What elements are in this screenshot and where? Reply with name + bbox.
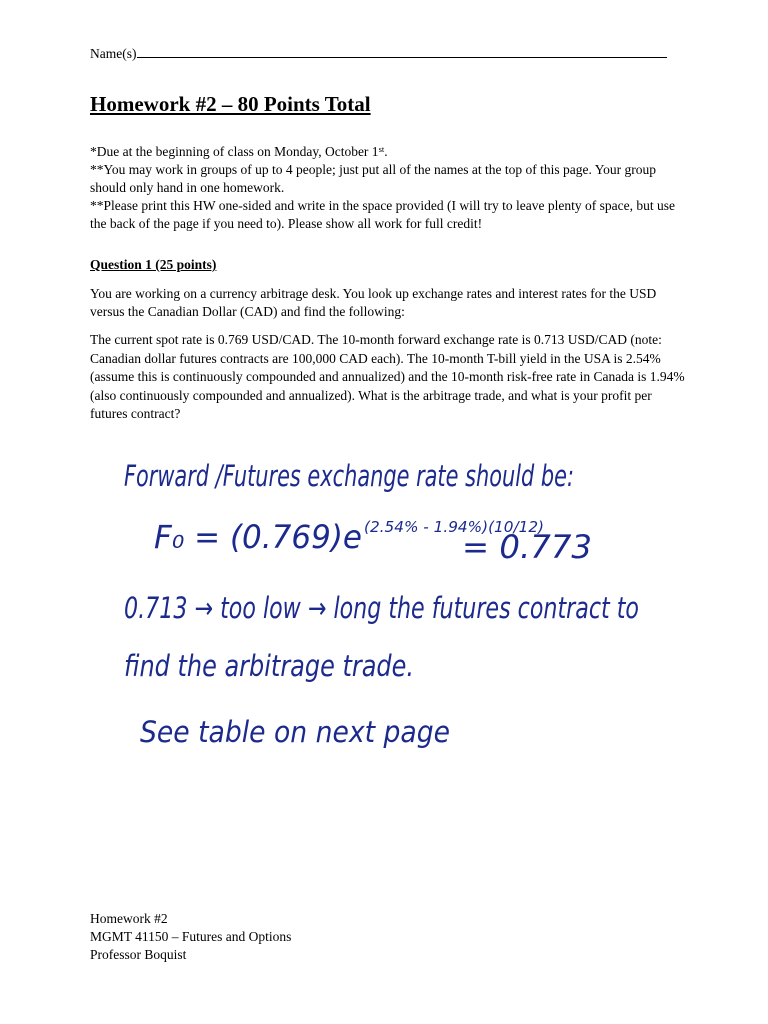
due-text: *Due at the beginning of class on Monday, October 1 <box>90 144 379 159</box>
print-note: **Please print this HW one-sided and write in the space provided (I will try to leave plenty of space, but use the back of the page if you need to). Please show all work for full credit! <box>90 198 675 231</box>
page-title: Homework #2 – 80 Points Total <box>90 92 371 116</box>
handwritten-line-2-lhs: F₀ = (0.769)e <box>154 518 362 556</box>
instructions <box>90 143 690 233</box>
handwritten-exponent: (2.54% - 1.94%)(10/12) <box>364 518 544 536</box>
handwritten-line-3: 0.713 → too low → long the futures contract to <box>124 591 639 625</box>
handwritten-line-4: find the arbitrage trade. <box>124 649 414 683</box>
handwriting-svg <box>82 440 687 785</box>
name-field[interactable] <box>90 46 680 62</box>
footer-line-1: Homework #2 <box>90 911 168 926</box>
due-end: . <box>384 144 388 159</box>
footer-line-2: MGMT 41150 – Futures and Options <box>90 929 292 944</box>
handwritten-line-2-rhs: = 0.773 <box>462 528 592 566</box>
groups-note: **You may work in groups of up to 4 people; just put all of the names at the top of this page. Your group should only hand in one homework. <box>90 162 656 195</box>
name-label: Name(s) <box>90 46 137 61</box>
footer-line-3: Professor Boquist <box>90 947 187 962</box>
handwritten-line-1: Forward /Futures exchange rate should be: <box>124 459 574 493</box>
name-underline <box>137 48 667 58</box>
question-body: The current spot rate is 0.769 USD/CAD. The 10-month forward exchange rate is 0.713 USD/CAD (note: Canadian dollar futures contracts are 100,000 CAD each). The 10-month T-bill yield in the USA is 2.54% (assume this is continuously compounded and annualized) and the 10-month risk-free rate in Canada is 1.94% (also continuously compounded and annualized). What is the arbitrage trade, and what is your profit per futures contract? <box>90 332 685 421</box>
handwritten-answer <box>82 440 687 785</box>
due-superscript: st <box>378 144 385 154</box>
question-intro: You are working on a currency arbitrage desk. You look up exchange rates and interest rates for the USD versus the Canadian Dollar (CAD) and find the following: <box>90 286 657 319</box>
handwritten-line-5: See table on next page <box>140 715 450 749</box>
page-footer <box>90 910 291 964</box>
question-heading: Question 1 (25 points) <box>90 257 217 272</box>
due-note <box>90 143 690 161</box>
